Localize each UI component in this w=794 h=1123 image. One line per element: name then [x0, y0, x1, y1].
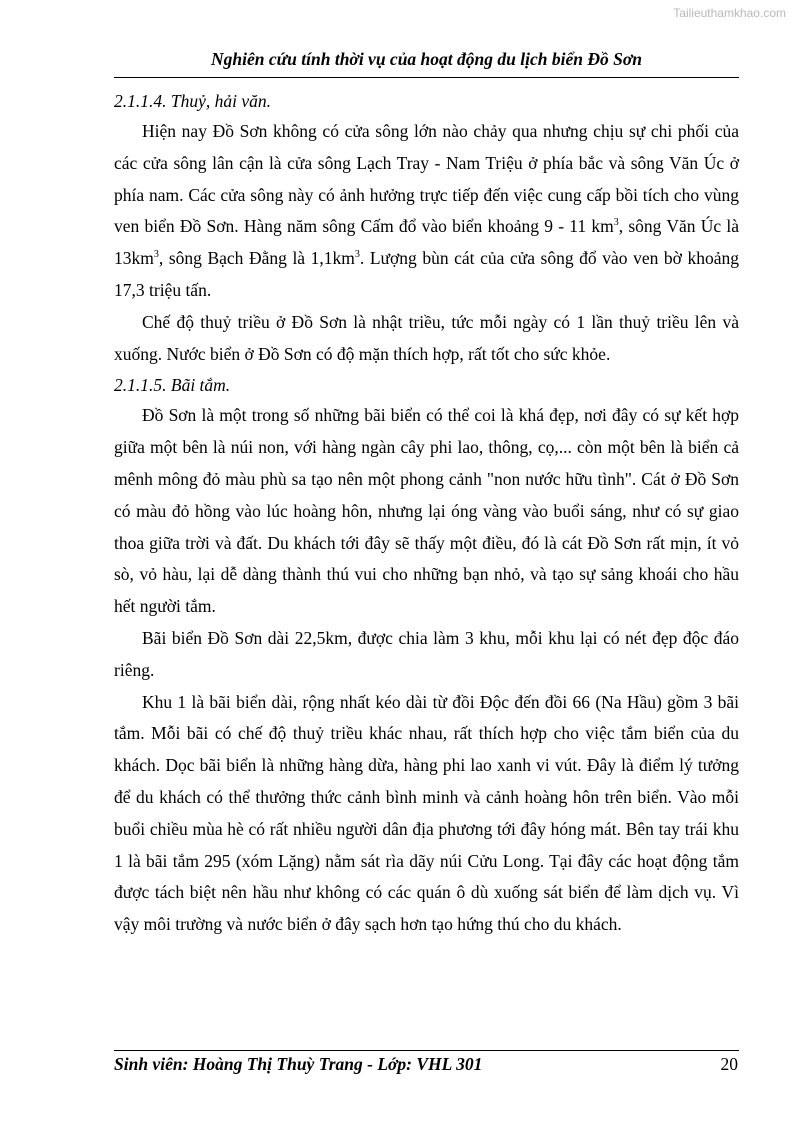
superscript: 3 [354, 249, 360, 261]
header-divider [114, 77, 739, 78]
page-header-title: Nghiên cứu tính thời vụ của hoạt động du lịch biển Đồ Sơn [211, 49, 642, 69]
superscript: 3 [153, 249, 159, 261]
paragraph-rivers [114, 116, 739, 307]
text-run: , sông Bạch Đằng là 1,1km [158, 248, 355, 269]
paragraph-beach-length: Bãi biển Đồ Sơn dài 22,5km, được chia làm 3 khu, mỗi khu lại có nét đẹp độc đáo riêng. [114, 627, 739, 680]
section-heading-hydrology: 2.1.1.4. Thuỷ, hải văn. [114, 91, 272, 111]
footer-divider [114, 1050, 739, 1051]
watermark: Tailieuthamkhao.com [673, 6, 786, 20]
superscript: 3 [613, 217, 619, 229]
section-heading-beaches: 2.1.1.5. Bãi tắm. [114, 375, 231, 396]
text-run: . Lượng bùn cát của cửa sông đổ vào ven bờ khoảng 17,3 triệu tấn. [114, 248, 740, 300]
page-number: 20 [720, 1054, 738, 1074]
paragraph-tides: Chế độ thuỷ triều ở Đồ Sơn là nhật triều, tức mỗi ngày có 1 lần thuỷ triều lên và xuống. Nước biển ở Đồ Sơn có độ mặn thích hợp, rất tốt cho sức khỏe. [114, 311, 739, 364]
page-body [114, 86, 739, 941]
paragraph-beach-description: Đồ Sơn là một trong số những bãi biển có thể coi là khá đẹp, nơi đây có sự kết hợp giữa một bên là núi non, với hàng ngàn cây phi lao, thông, cọ,... còn một bên là biển cả mênh mông đỏ màu phù sa tạo nên một phong cảnh "non nước hữu tình". Cát ở Đồ Sơn có màu đỏ hồng vào lúc hoàng hôn, nhưng lại óng vàng vào buổi sáng, như có sự giao thoa giữa trời và đất. Du khách tới đây sẽ thấy một điều, đó là cát Đồ Sơn rất mịn, ít vỏ sò, vỏ hàu, lại dễ dàng thành thú vui cho những bạn nhỏ, và tạo sự sảng khoái cho hầu hết người tắm. [114, 405, 739, 617]
text-run: , sông Văn Úc là 13km [114, 216, 740, 269]
footer-author: Sinh viên: Hoàng Thị Thuỳ Trang - Lớp: VHL 301 [114, 1054, 483, 1074]
text-run: Hiện nay Đồ Sơn không có cửa sông lớn nào chảy qua nhưng chịu sự chi phối của các cửa sông lân cận là cửa sông Lạch Tray - Nam Triệu ở phía bắc và sông Văn Úc ở phía nam. Các cửa sông này có ảnh hưởng trực tiếp đến việc cung cấp bồi tích cho vùng ven biển Đồ Sơn. Hàng năm sông Cấm đổ vào biển khoảng 9 - 11 km [114, 121, 739, 237]
paragraph-zone-1: Khu 1 là bãi biển dài, rộng nhất kéo dài từ đồi Độc đến đồi 66 (Na Hầu) gồm 3 bãi tắm. Mỗi bãi có chế độ thuỷ triều khác nhau, rất thích hợp cho việc tắm biển của du khách. Dọc bãi biển là những hàng dừa, hàng phi lao xanh vi vút. Đây là điểm lý tưởng để du khách có thể thưởng thức cảnh bình minh và cảnh hoàng hôn trên biển. Vào mỗi buổi chiều mùa hè có rất nhiều người dân địa phương tới đây hóng mát. Bên tay trái khu 1 là bãi tắm 295 (xóm Lặng) nằm sát rìa dãy núi Cửu Long. Tại đây các hoạt động tắm được tách biệt nên hầu như không có các quán ô dù xuống sát biển để làm dịch vụ. Vì vậy môi trường và nước biển ở đây sạch hơn tạo hứng thú cho du khách. [114, 691, 739, 935]
